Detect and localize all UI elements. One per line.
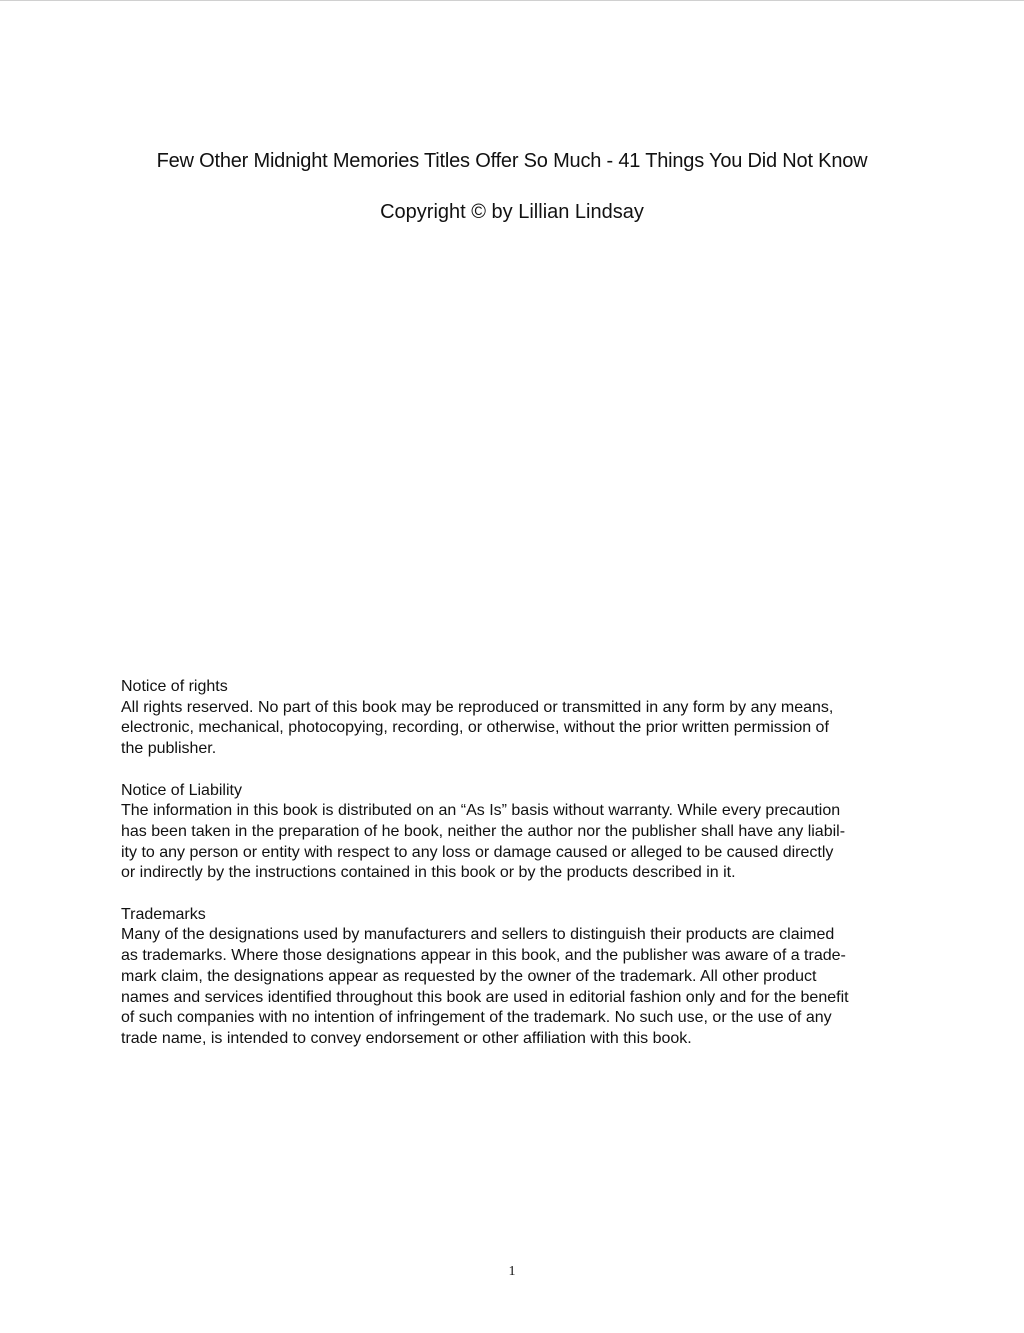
legal-notices	[121, 677, 921, 1070]
section-text-line: of such companies with no intention of infringement of the trademark. No such use, or the use of any	[121, 1009, 832, 1027]
copyright-line: Copyright © by Lillian Lindsay	[380, 201, 644, 223]
section-text-line: electronic, mechanical, photocopying, recording, or otherwise, without the prior written permission of	[121, 719, 829, 737]
section-heading: Notice of rights	[121, 678, 228, 695]
trademarks-section	[121, 905, 921, 1050]
section-heading: Notice of Liability	[121, 781, 242, 799]
section-text-line: as trademarks. Where those designations appear in this book, and the publisher was aware of a trade-	[121, 947, 846, 965]
section-text-line: names and services identified throughout this book are used in editorial fashion only and for the benefit	[121, 988, 849, 1006]
section-text-line: mark claim, the designations appear as requested by the owner of the trademark. All other product	[121, 967, 817, 985]
section-text-line: ity to any person or entity with respect to any loss or damage caused or alleged to be caused directly	[121, 843, 834, 861]
section-heading: Trademarks	[121, 905, 206, 923]
page-number: 1	[508, 1264, 516, 1279]
section-text-line: the publisher.	[121, 740, 217, 758]
section-text-line: The information in this book is distributed on an “As Is” basis without warranty. While every precaution	[121, 802, 841, 820]
notice-of-rights-section	[121, 677, 921, 760]
book-title: Few Other Midnight Memories Titles Offer So Much - 41 Things You Did Not Know	[156, 150, 868, 172]
section-text-line: Many of the designations used by manufacturers and sellers to distinguish their products are claimed	[121, 926, 835, 944]
section-text-line: All rights reserved. No part of this book may be reproduced or transmitted in any form by any means,	[121, 698, 834, 716]
section-text-line: or indirectly by the instructions contained in this book or by the products described in it.	[121, 864, 736, 882]
section-text-line: has been taken in the preparation of he book, neither the author nor the publisher shall have any liabil-	[121, 822, 846, 840]
notice-of-liability-section	[121, 781, 921, 885]
section-text-line: trade name, is intended to convey endorsement or other affiliation with this book.	[121, 1029, 692, 1047]
